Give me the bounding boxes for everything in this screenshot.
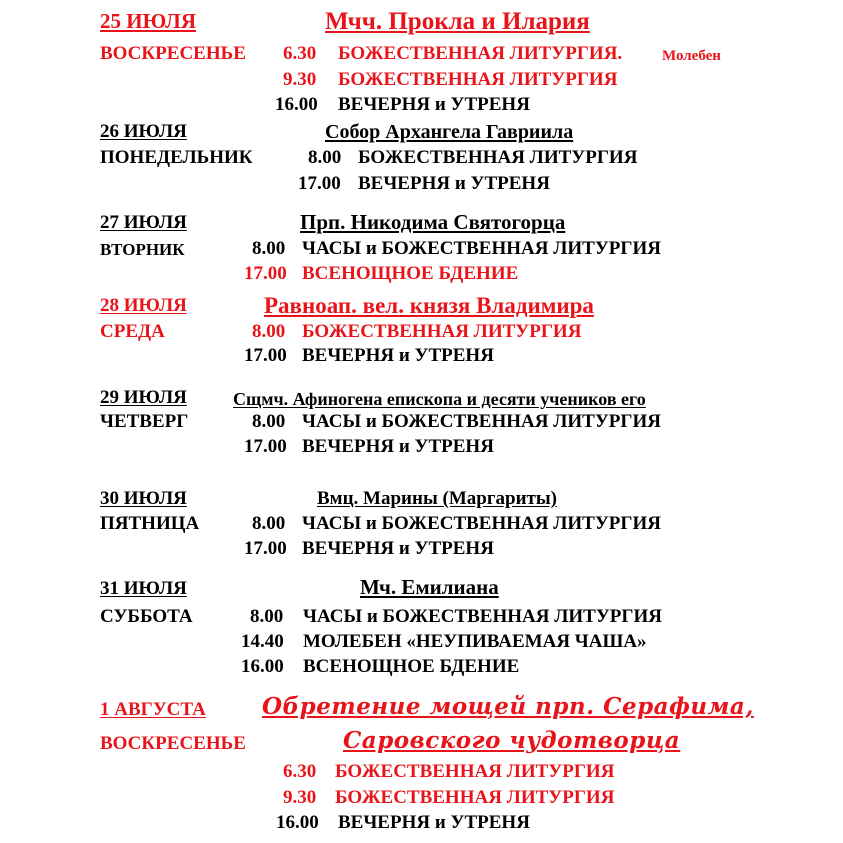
service-name: ВЕЧЕРНЯ и УТРЕНЯ [302,538,494,559]
service-name: БОЖЕСТВЕННАЯ ЛИТУРГИЯ. [338,43,623,64]
service-name: ЧАСЫ и БОЖЕСТВЕННАЯ ЛИТУРГИЯ [303,606,662,627]
service-time: 17.00 [244,263,287,284]
service-time: 8.00 [252,321,286,342]
feast-title: Мч. Емилиана [360,575,499,599]
service-time: 14.40 [241,631,284,652]
service-time: 6.30 [283,761,317,782]
service-name: ЧАСЫ и БОЖЕСТВЕННАЯ ЛИТУРГИЯ [302,513,661,534]
service-time: 8.00 [252,411,286,432]
service-time: 17.00 [244,345,287,366]
service-name: ВЕЧЕРНЯ и УТРЕНЯ [338,812,530,833]
service-name: ВЕЧЕРНЯ и УТРЕНЯ [302,436,494,457]
service-name: ВСЕНОЩНОЕ БДЕНИЕ [302,263,519,284]
service-name: ВЕЧЕРНЯ и УТРЕНЯ [338,94,530,115]
day-date: 27 ИЮЛЯ [100,212,187,233]
feast-title-line2: Саровского чудотворца [343,727,681,754]
weekday: ВОСКРЕСЕНЬЕ [100,43,246,64]
service-name: БОЖЕСТВЕННАЯ ЛИТУРГИЯ [335,787,615,808]
service-name: БОЖЕСТВЕННАЯ ЛИТУРГИЯ [358,147,638,168]
weekday: ЧЕТВЕРГ [100,411,189,432]
feast-title: Прп. Никодима Святогорца [300,210,566,234]
feast-title: Равноап. вел. князя Владимира [264,293,594,318]
day-date: 31 ИЮЛЯ [100,578,187,599]
service-name: БОЖЕСТВЕННАЯ ЛИТУРГИЯ [338,69,618,90]
day-date: 25 ИЮЛЯ [100,9,196,33]
day-date: 28 ИЮЛЯ [100,295,187,316]
weekday: ВОСКРЕСЕНЬЕ [100,733,246,754]
service-time: 17.00 [298,173,341,194]
service-name: ВСЕНОЩНОЕ БДЕНИЕ [303,656,520,677]
weekday: ПЯТНИЦА [100,513,200,534]
service-time: 17.00 [244,538,287,559]
weekday: ВТОРНИК [100,240,185,259]
service-name: МОЛЕБЕН «НЕУПИВАЕМАЯ ЧАША» [303,631,647,652]
service-name: БОЖЕСТВЕННАЯ ЛИТУРГИЯ [335,761,615,782]
service-name: БОЖЕСТВЕННАЯ ЛИТУРГИЯ [302,321,582,342]
service-name: ВЕЧЕРНЯ и УТРЕНЯ [302,345,494,366]
feast-title: Сщмч. Афиногена епископа и десяти учеников его [233,389,646,409]
day-date: 29 ИЮЛЯ [100,387,187,408]
weekday: ПОНЕДЕЛЬНИК [100,147,253,168]
service-time: 8.00 [252,238,286,259]
service-note: Молебен [662,48,721,64]
day-date: 1 АВГУСТА [100,699,206,720]
service-time: 16.00 [241,656,284,677]
feast-title-line1: Обретение мощей прп. Серафима, [262,693,754,720]
feast-title: Мчч. Прокла и Илария [325,8,590,35]
weekday: СРЕДА [100,321,165,342]
service-time: 16.00 [276,812,319,833]
service-time: 9.30 [283,69,317,90]
service-time: 16.00 [275,94,318,115]
service-time: 8.00 [252,513,286,534]
feast-title: Вмц. Марины (Маргариты) [317,488,558,509]
day-date: 26 ИЮЛЯ [100,121,187,142]
service-time: 8.00 [250,606,284,627]
service-name: ЧАСЫ и БОЖЕСТВЕННАЯ ЛИТУРГИЯ [302,411,661,432]
service-name: ЧАСЫ и БОЖЕСТВЕННАЯ ЛИТУРГИЯ [302,238,661,259]
service-name: ВЕЧЕРНЯ и УТРЕНЯ [358,173,550,194]
service-time: 9.30 [283,787,317,808]
day-date: 30 ИЮЛЯ [100,488,187,509]
service-time: 17.00 [244,436,287,457]
feast-title: Собор Архангела Гавриила [325,121,574,143]
weekday: СУББОТА [100,606,193,627]
service-time: 6.30 [283,43,317,64]
service-time: 8.00 [308,147,342,168]
